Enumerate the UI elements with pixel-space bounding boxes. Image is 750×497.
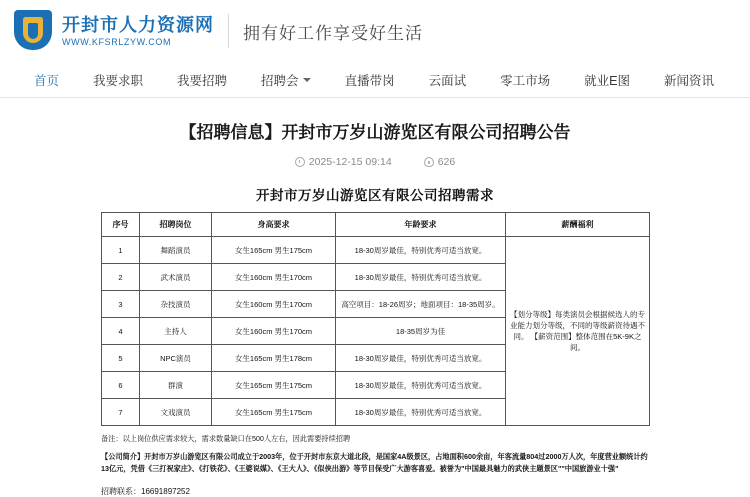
table-row [102,237,650,264]
cell-age: 18-30周岁最佳，特别优秀可适当放宽。 [336,264,506,291]
cell-no: 3 [102,291,140,318]
note-remark: 备注：以上岗位供应需求较大，需求数量缺口在500人左右，因此需要持续招聘 [101,434,351,443]
cell-post: 文戏演员 [140,399,212,426]
article-meta [40,156,710,168]
site-header [0,0,750,62]
chevron-down-icon [303,78,311,82]
cell-height: 女生165cm 男生178cm [212,345,336,372]
nav-label: 直播带岗 [344,73,395,88]
table-header-row [102,213,650,237]
cell-height: 女生160cm 男生170cm [212,318,336,345]
cell-no: 5 [102,345,140,372]
view-count [424,156,456,168]
site-slogan: 拥有好工作享受好生活 [243,23,423,44]
page-title: 【招聘信息】开封市万岁山游览区有限公司招聘公告 [179,123,571,142]
view-count-value: 626 [437,156,456,168]
header-divider [228,14,229,48]
doc-heading: 开封市万岁山游览区有限公司招聘需求 [256,188,494,203]
cell-pay: 【划分等级】每类演员会根据候选人的专业能力划分等级，不同的等级薪资待遇不同。 【薪资范围】整体范围在5K-9K之间。 [506,237,650,426]
cell-no: 7 [102,399,140,426]
recruitment-table [101,212,650,426]
cell-post: 杂技演员 [140,291,212,318]
cell-no: 2 [102,264,140,291]
nav-item-live-jobs[interactable] [345,71,395,89]
article-body [0,98,750,497]
main-nav [0,62,750,98]
cell-height: 女生165cm 男生175cm [212,372,336,399]
nav-item-job-fair[interactable] [261,71,311,89]
cell-height: 女生165cm 男生175cm [212,399,336,426]
nav-item-job-seeking[interactable] [93,71,143,89]
nav-label: 新闻资讯 [663,73,714,88]
nav-item-home[interactable] [34,71,59,89]
cell-height: 女生160cm 男生170cm [212,291,336,318]
cell-no: 6 [102,372,140,399]
cell-no: 4 [102,318,140,345]
contact-line: 招聘联系：16691897252 [101,486,190,496]
site-title: 开封市人力资源网 [62,15,214,35]
cell-post: NPC演员 [140,345,212,372]
cell-age: 18-30周岁最佳，特别优秀可适当放宽。 [336,399,506,426]
col-height: 身高要求 [212,213,336,237]
publish-date-value: 2025-12-15 09:14 [308,156,392,168]
eye-icon [424,157,434,167]
cell-post: 武术演员 [140,264,212,291]
cell-age: 高空项目：18-26周岁；地面项目：18-35周岁。 [336,291,506,318]
cell-age: 18-30周岁最佳，特别优秀可适当放宽。 [336,345,506,372]
cell-age: 18-35周岁为佳 [336,318,506,345]
cell-post: 群演 [140,372,212,399]
nav-label: 我要招聘 [177,73,228,88]
cell-age: 18-30周岁最佳，特别优秀可适当放宽。 [336,237,506,264]
col-post: 招聘岗位 [140,213,212,237]
cell-post: 舞蹈演员 [140,237,212,264]
doc-notes [101,433,649,476]
col-age: 年龄要求 [336,213,506,237]
nav-label: 首页 [34,73,60,88]
nav-item-gig-market[interactable] [500,71,550,89]
recruitment-doc [101,184,649,497]
cell-age: 18-30周岁最佳，特别优秀可适当放宽。 [336,372,506,399]
col-pay: 薪酬福利 [506,213,650,237]
site-url: WWW.KFSRLZYW.COM [62,37,172,47]
nav-label: 招聘会 [261,73,299,88]
note-company-intro: 【公司简介】开封市万岁山游览区有限公司成立于2003年，位于开封市东京大道北段，是国家4A级景区，占地面积600余亩，年客流量804过2000万人次，年度营业额统计约13亿元，凭借《三打祝家庄》、《打铁花》、《王婆说媒》、《王大人》、《似侠出游》等节目保受广大游客喜爱。被誉为"中国最具魅力的武侠主题景区""中国旅游业十强" [101,451,648,473]
nav-item-employment-map[interactable] [584,71,630,89]
site-logo-text[interactable] [62,14,214,48]
nav-item-cloud-interview[interactable] [429,71,467,89]
cell-no: 1 [102,237,140,264]
col-no: 序号 [102,213,140,237]
cell-post: 主持人 [140,318,212,345]
nav-label: 云面试 [428,73,467,88]
cell-height: 女生165cm 男生175cm [212,237,336,264]
publish-date [295,156,392,168]
nav-label: 零工市场 [500,73,551,88]
clock-icon [295,157,305,167]
nav-item-news[interactable] [664,71,714,89]
nav-item-recruiting[interactable] [177,71,227,89]
nav-label: 就业E图 [584,73,630,88]
site-logo-icon[interactable] [14,10,54,52]
nav-label: 我要求职 [93,73,144,88]
cell-height: 女生160cm 男生170cm [212,264,336,291]
